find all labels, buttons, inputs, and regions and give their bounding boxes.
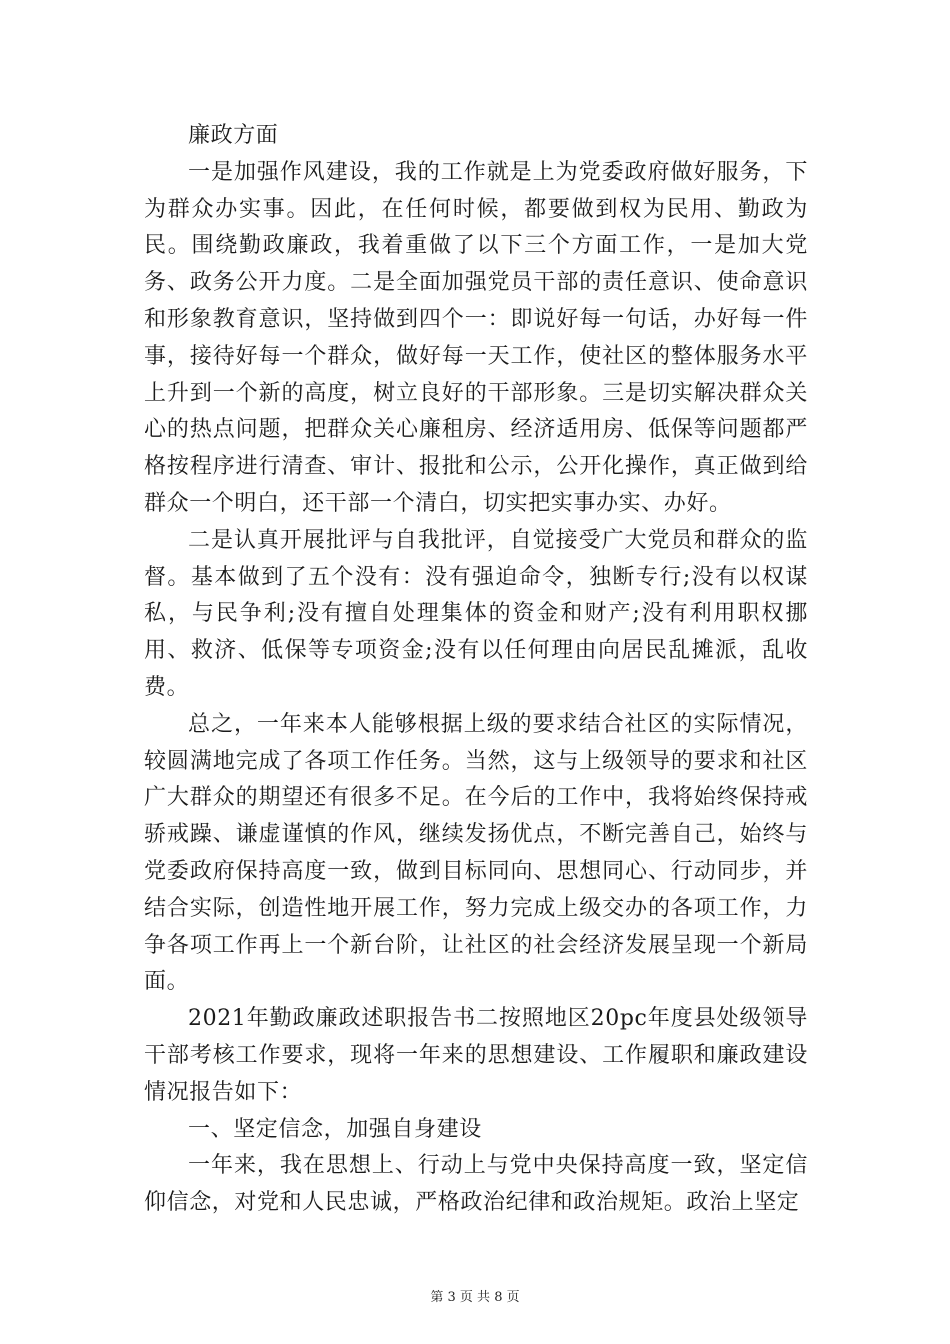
- page-number-footer: 第 3 页 共 8 页: [430, 1290, 520, 1305]
- paragraph-heading-lianzheng: 廉政方面: [188, 123, 279, 148]
- paragraph-summary: 总之，一年来本人能够根据上级的要求结合社区的实际情况，较圆满地完成了各项工作任务。当然，这与上级领导的要求和社区广大群众的期望还有很多不足。在今后的工作中，我将始终保持戒骄戒躁、谦虚谨慎的作风，继续发扬优点，不断完善自己，始终与党委政府保持高度一致，做到目标同向、思想同心、行动同步，并结合实际，创造性地开展工作，努力完成上级交办的各项工作，力争各项工作再上一个新台阶，让社区的社会经济发展呈现一个新局面。: [144, 711, 808, 995]
- paragraph-report-two-intro: 2021年勤政廉政述职报告书二按照地区20pc年度县处级领导干部考核工作要求，现将一年来的思想建设、工作履职和廉政建设情况报告如下：: [144, 1006, 808, 1105]
- paragraph-criticism: 二是认真开展批评与自我批评，自觉接受广大党员和群众的监督。基本做到了五个没有：没有强迫命令，独断专行;没有以权谋私，与民争利;没有擅自处理集体的资金和财产;没有利用职权挪用、救济、低保等专项资金;没有以任何理由向居民乱摊派，乱收费。: [144, 527, 808, 700]
- paragraph-work-style: 一是加强作风建设，我的工作就是上为党委政府做好服务，下为群众办实事。因此，在任何时候，都要做到权为民用、勤政为民。围绕勤政廉政，我着重做了以下三个方面工作，一是加大党务、政务公开力度。二是全面加强党员干部的责任意识、使命意识和形象教育意识，坚持做到四个一：即说好每一句话，办好每一件事，接待好每一个群众，做好每一天工作，使社区的整体服务水平上升到一个新的高度，树立良好的干部形象。三是切实解决群众关心的热点问题，把群众关心廉租房、经济适用房、低保等问题都严格按程序进行清查、审计、报批和公示，公开化操作，真正做到给群众一个明白，还干部一个清白，切实把实事办实、办好。: [144, 159, 808, 516]
- paragraph-belief: 一年来，我在思想上、行动上与党中央保持高度一致，坚定信仰信念，对党和人民忠诚，严格政治纪律和政治规矩。政治上坚定: [144, 1153, 808, 1216]
- document-body: [144, 118, 808, 1222]
- paragraph-section-heading: 一、坚定信念，加强自身建设: [188, 1116, 482, 1142]
